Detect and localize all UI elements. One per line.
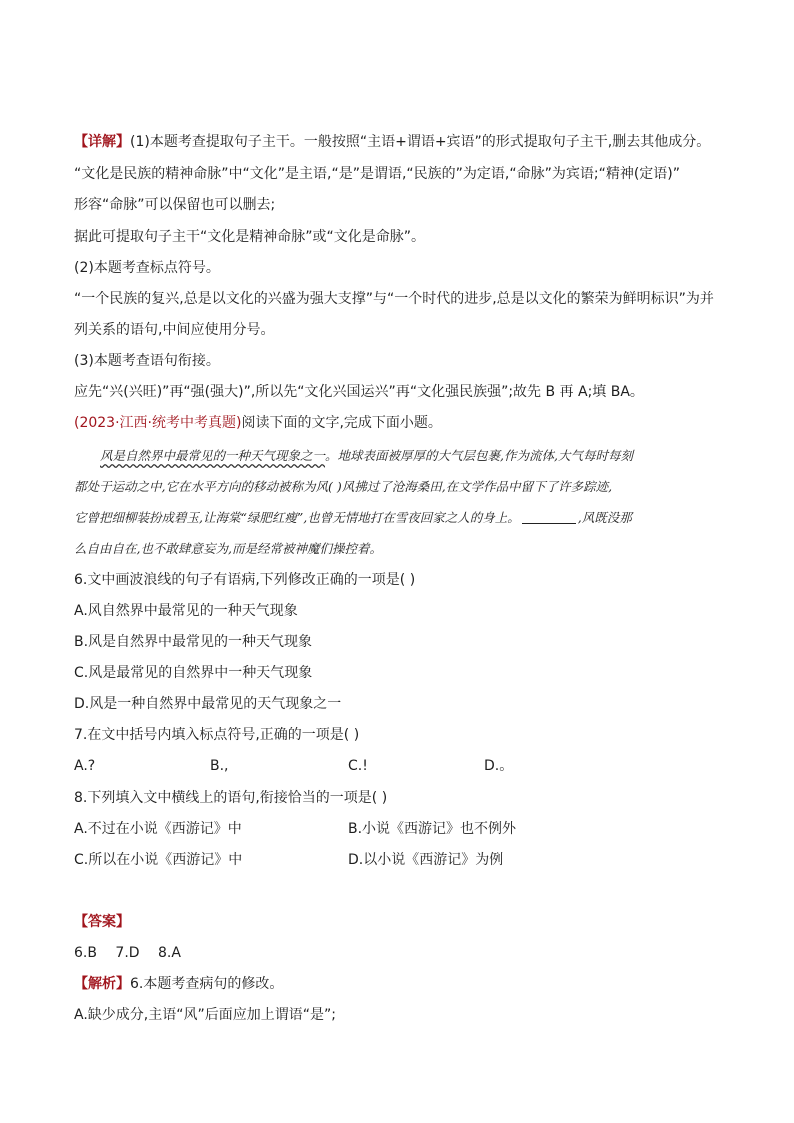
q8-stem: 8.下列填入文中横线上的语句,衔接恰当的一项是( ) [74,790,388,806]
source-tag: (2023·江西·统考中考真题) [74,415,242,431]
passage-line-2: 都处于运动之中,它在水平方向的移动被称为风( )风拂过了沧海桑田,在文学作品中留下了许多踪迹, [74,479,613,494]
q6-option-b: B.风是自然界中最常见的一种天气现象 [74,634,313,650]
answer-values: 6.B 7.D 8.A [74,945,181,961]
detail-line-4: 据此可提取句子主干“文化是精神命脉”或“文化是命脉”。 [74,229,426,245]
detail-line-8: (3)本题考查语句衔接。 [74,353,220,369]
q8-option-d: D.以小说《西游记》为例 [348,852,504,868]
analysis-text-1: 6.本题考查病句的修改。 [130,976,284,992]
q6-stem: 6.文中画波浪线的句子有语病,下列修改正确的一项是( ) [74,572,416,588]
source-text: 阅读下面的文字,完成下面小题。 [241,415,442,431]
passage-text-3b: ,风既没那 [577,510,632,525]
q7-stem: 7.在文中括号内填入标点符号,正确的一项是( ) [74,727,360,743]
detail-line-3: 形容“命脉”可以保留也可以删去; [74,197,276,213]
detail-line-6: “一个民族的复兴,总是以文化的兴盛为强大支撑”与“一个时代的进步,总是以文化的繁荣为鲜明标识”为并 [74,291,714,307]
passage-text-1: 。地球表面被厚厚的大气层包裹,作为流体,大气每时每刻 [325,448,633,463]
q6-option-a: A.风自然界中最常见的一种天气现象 [74,603,298,619]
q8-option-c: C.所以在小说《西游记》中 [74,852,243,868]
detail-text-1: (1)本题考查提取句子主干。一般按照“主语+谓语+宾语”的形式提取句子主干,删去其他成分。 [130,134,711,150]
q7-option-a: A.? [74,758,96,774]
q8-option-b: B.小说《西游记》也不例外 [348,821,517,837]
passage-line-4: 么自由自在,也不敢肆意妄为,而是经常被神魔们操控着。 [74,541,382,556]
passage-line-3 [74,508,734,528]
answer-tag: 【答案】 [74,914,130,930]
q7-option-b: B., [210,758,229,774]
q7-option-c: C.! [348,758,368,774]
detail-line-5: (2)本题考查标点符号。 [74,260,220,276]
detail-line-2: “文化是民族的精神命脉”中“文化”是主语,“是”是谓语,“民族的”为定语,“命脉”为宾语;“精神(定语)” [74,166,681,182]
q6-option-c: C.风是最常见的自然界中一种天气现象 [74,665,313,681]
q8-option-a: A.不过在小说《西游记》中 [74,821,242,837]
passage-line-1 [100,446,760,466]
passage-text-3a: 它曾把细柳装扮成碧玉,让海棠“绿肥红瘦”,也曾无情地打在雪夜回家之人的身上。 [74,510,520,525]
analysis-line-1 [74,974,734,994]
fill-in-blank [522,509,576,524]
analysis-line-2: A.缺少成分,主语“风”后面应加上谓语“是”; [74,1007,336,1023]
source-line [74,413,734,433]
analysis-tag: 【解析】 [74,976,130,992]
q7-option-d: D.。 [484,758,514,774]
detail-line-7: 列关系的语句,中间应使用分号。 [74,322,275,338]
wavy-sentence: 风是自然界中最常见的一种天气现象之一 [100,448,326,463]
detail-tag: 【详解】 [74,134,130,150]
q6-option-d: D.风是一种自然界中最常见的天气现象之一 [74,696,342,712]
detail-line-1 [74,132,734,152]
detail-line-9: 应先“兴(兴旺)”再“强(强大)”,所以先“文化兴国运兴”再“文化强民族强”;故先 B 再 A;填 BA。 [74,384,644,400]
